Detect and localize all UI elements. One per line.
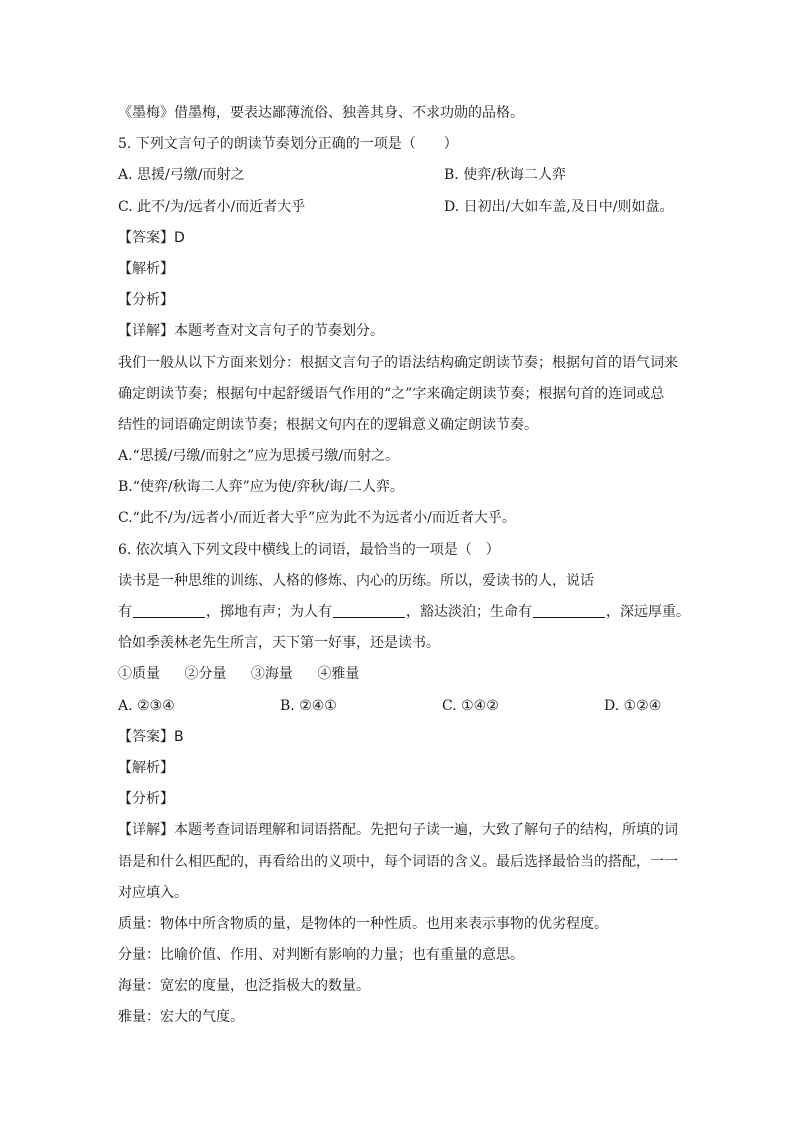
q5-option-d: D. 日初出/大如车盖,及日中/则如盘。 <box>444 198 674 215</box>
q6-detail-line: 雅量：宏大的气度。 <box>118 1009 244 1026</box>
q5-option-b: B. 使弈/秋诲二人弈 <box>444 167 566 184</box>
q6-jiexi-label: 【解析】 <box>118 759 174 776</box>
passage-text: ，豁达淡泊；生命有 <box>406 604 532 620</box>
q5-detail-line: C.“此不/为/远者小/而近者大乎”应为此不为远者小/而近者大乎。 <box>118 510 516 527</box>
q5-answer: 【答案】D <box>118 229 185 246</box>
q5-options-row-1 <box>118 160 688 191</box>
q6-detail-line: 质量：物体中所含物质的量，是物体的一种性质。也用来表示事物的优劣程度。 <box>118 915 608 932</box>
passage-text: ，掷地有声；为人有 <box>206 604 332 620</box>
q5-fenxi-label: 【分析】 <box>118 292 174 309</box>
q6-detail-line: 语是和什么相匹配的，再看给出的义项中，每个词语的含义。最后选择最恰当的搭配，一一 <box>118 853 678 870</box>
q5-detail-line: 结性的词语确定朗读节奏；根据文句内在的逻辑意义确定朗读节奏。 <box>118 416 538 433</box>
q5-detail-line: 确定朗读节奏；根据句中起舒缓语气作用的“之”字来确定朗读节奏；根据句首的连词或总 <box>118 385 665 402</box>
fill-blank-1 <box>133 603 205 618</box>
q6-option-b: B. ②④① <box>280 697 337 714</box>
q5-options-row-2 <box>118 192 688 223</box>
q6-passage-line-blanks <box>118 597 688 628</box>
q6-passage-line: 读书是一种思维的训练、人格的修炼、内心的历练。所以，爱读书的人，说话 <box>118 572 594 589</box>
passage-text: ，深远厚重。 <box>606 604 690 620</box>
q6-answer: 【答案】B <box>118 728 184 745</box>
q6-detail-line: 对应填入。 <box>118 884 188 901</box>
q5-detail-line: 我们一般从以下方面来划分：根据文言句子的语法结构确定朗读节奏；根据句首的语气词来 <box>118 354 678 371</box>
word-choice: ①质量 <box>118 666 160 683</box>
intro-line: 《墨梅》借墨梅，要表达鄙薄流俗、独善其身、不求功勋的品格。 <box>118 105 524 121</box>
q5-option-a: A. 思援/弓缴/而射之 <box>118 167 245 184</box>
document-page <box>118 98 688 1034</box>
word-choice: ③海量 <box>250 666 293 683</box>
q5-option-c: C. 此不/为/远者小/而近者大乎 <box>118 198 306 215</box>
q6-detail-line: 海量：宽宏的度量，也泛指极大的数量。 <box>118 978 370 995</box>
q6-option-a: A. ②③④ <box>118 697 175 714</box>
q6-passage-line: 恰如季羡林老先生所言，天下第一好事，还是读书。 <box>118 635 440 652</box>
passage-text: 有 <box>118 604 132 620</box>
word-choice: ④雅量 <box>317 666 360 683</box>
q5-detail-line: B.“使弈/秋诲二人弈”应为使/弈秋/诲/二人弈。 <box>118 479 404 496</box>
q6-detail-line: 【详解】本题考查词语理解和词语搭配。先把句子读一遍，大致了解句子的结构，所填的词 <box>118 822 678 839</box>
fill-blank-2 <box>333 603 405 618</box>
q6-fenxi-label: 【分析】 <box>118 791 174 808</box>
fill-blank-3 <box>533 603 605 618</box>
q5-detail-line: A.“思援/弓缴/而射之”应为思援弓缴/而射之。 <box>118 448 400 465</box>
q5-detail-line: 【详解】本题考查对文言句子的节奏划分。 <box>118 323 384 340</box>
q6-detail-line: 分量：比喻价值、作用、对判断有影响的力量；也有重量的意思。 <box>118 947 524 964</box>
q6-word-choices <box>118 659 688 690</box>
q5-stem: 5. 下列文言句子的朗读节奏划分正确的一项是（ ） <box>118 136 458 153</box>
q5-jiexi-label: 【解析】 <box>118 260 174 277</box>
q6-option-d: D. ①②④ <box>604 697 662 714</box>
word-choice: ②分量 <box>184 666 227 683</box>
q6-option-c: C. ①④② <box>442 697 499 714</box>
q6-options-row <box>118 691 688 722</box>
q6-stem: 6. 依次填入下列文段中横线上的词语，最恰当的一项是（ ） <box>118 541 500 558</box>
